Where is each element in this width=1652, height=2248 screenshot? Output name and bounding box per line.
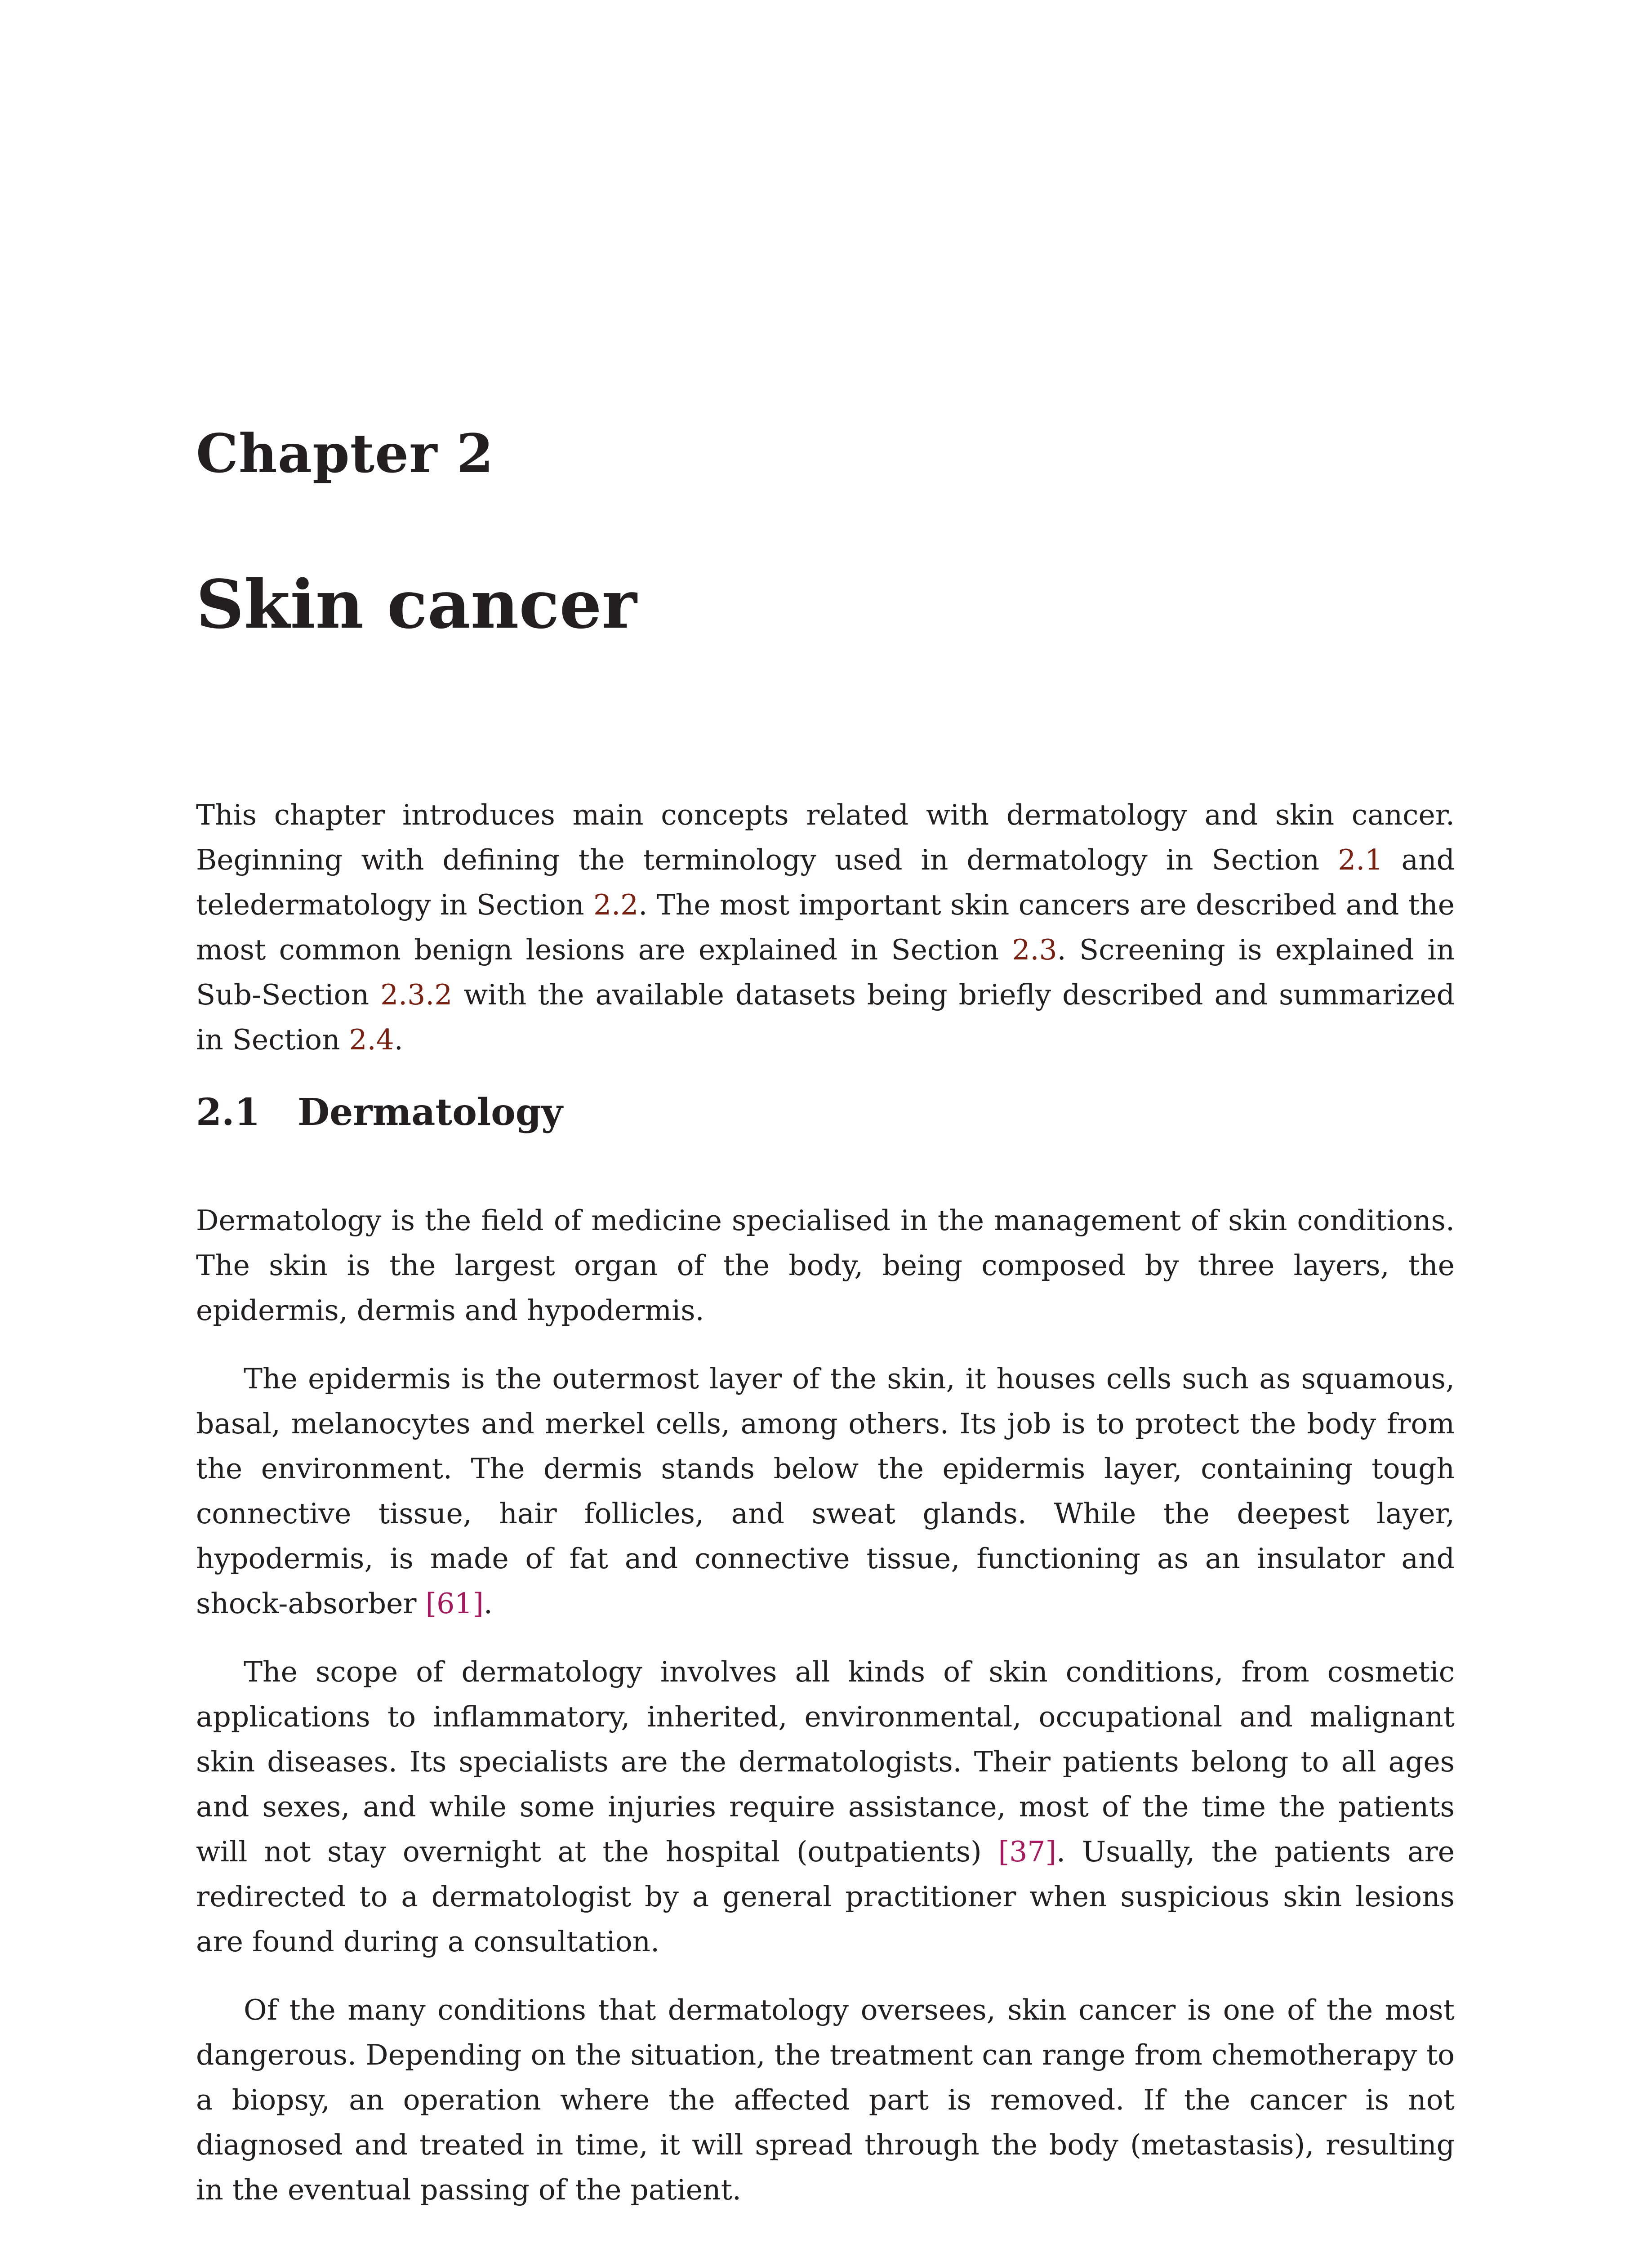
body-paragraph-3 bbox=[196, 1650, 1455, 1964]
body-paragraph-4: Of the many conditions that dermatology oversees, skin cancer is one of the most dangerous. Depending on the situation, the treatment can range from chemotherapy to a biopsy, an operation where the affected part is removed. If the cancer is not diagnosed and treated in time, it will spread through the body (metastasis), resulting in the eventual passing of the patient. bbox=[196, 1994, 1455, 2206]
section-number: 2.1 bbox=[196, 1091, 260, 1134]
chapter-intro bbox=[196, 793, 1455, 1062]
section-link-2-3[interactable]: 2.3 bbox=[1012, 933, 1057, 966]
intro-text-1: This chapter introduces main concepts related with dermatology and skin cancer. Beginning with defining the terminology used in dermatology in Section bbox=[196, 798, 1455, 876]
intro-text-2: and teledermatology in Section bbox=[196, 843, 1455, 921]
intro-text-4: . Screening is explained in Sub-Section bbox=[196, 933, 1455, 1011]
paragraph-2-end: . bbox=[483, 1587, 493, 1620]
chapter-label: Chapter 2 bbox=[196, 422, 494, 485]
chapter-title: Skin cancer bbox=[196, 565, 637, 643]
section-link-2-1[interactable]: 2.1 bbox=[1338, 843, 1383, 876]
intro-text-5: with the available datasets being briefly described and summarized in Section bbox=[196, 978, 1455, 1056]
paragraph-2-text: The epidermis is the outermost layer of the skin, it houses cells such as squamous, basal, melanocytes and merkel cells, among others. Its job is to protect the body from the environment. The dermis stands below the epidermis layer, containing tough connective tissue, hair follicles, and sweat glands. While the deepest layer, hypodermis, is made of fat and connective tissue, functioning as an insulator and shock-absorber bbox=[196, 1362, 1455, 1620]
section-link-2-2[interactable]: 2.2 bbox=[593, 888, 639, 921]
body-paragraph-1: Dermatology is the field of medicine specialised in the management of skin conditions. The skin is the largest organ of the body, being composed by three layers, the epidermis, dermis and hypodermis. bbox=[196, 1204, 1455, 1327]
section-link-2-3-2[interactable]: 2.3.2 bbox=[380, 978, 453, 1011]
citation-37[interactable]: [37] bbox=[998, 1835, 1057, 1868]
intro-text-3: . The most important skin cancers are described and the most common benign lesions are explained in Section bbox=[196, 888, 1455, 966]
paragraph-3-text: The scope of dermatology involves all kinds of skin conditions, from cosmetic applications to inflammatory, inherited, environmental, occupational and malignant skin diseases. Its specialists are the dermatologists. Their patients belong to all ages and sexes, and while some injuries require assistance, most of the time the patients will not stay overnight at the hospital (outpatients) bbox=[196, 1655, 1455, 1868]
body-paragraph-2 bbox=[196, 1356, 1455, 1626]
citation-61[interactable]: [61] bbox=[425, 1587, 484, 1620]
section-link-2-4[interactable]: 2.4 bbox=[349, 1023, 394, 1056]
intro-paragraph bbox=[196, 793, 1455, 1062]
section-body bbox=[196, 1198, 1455, 2212]
intro-text-6: . bbox=[394, 1023, 403, 1056]
section-title: Dermatology bbox=[298, 1091, 563, 1134]
paragraph-3-end: . Usually, the patients are redirected to a dermatologist by a general practitioner when suspicious skin lesions are found during a consultation. bbox=[196, 1835, 1455, 1958]
section-heading bbox=[196, 1091, 563, 1134]
